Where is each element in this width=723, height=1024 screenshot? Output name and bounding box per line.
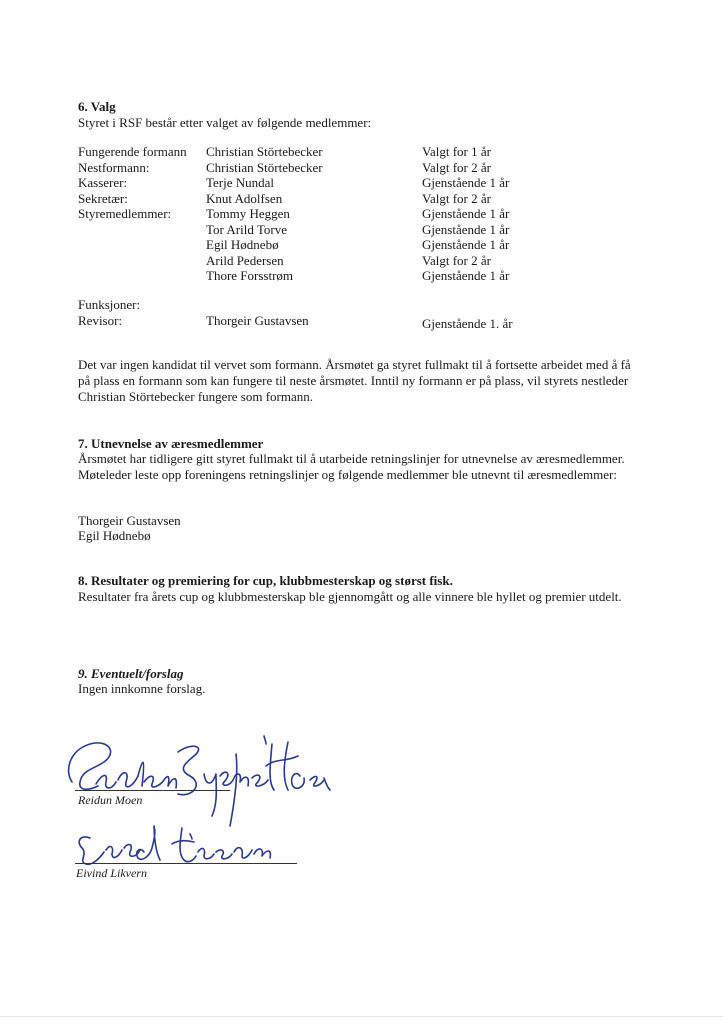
board-term: Gjenstående 1 år (422, 206, 510, 221)
board-row (78, 253, 598, 269)
board-term: Gjenstående 1 år (422, 268, 510, 283)
section-9-body: Ingen innkomne forslag. (78, 681, 206, 696)
board-name: Tommy Heggen (206, 206, 290, 221)
section-7-heading: 7. Utnevnelse av æresmedlemmer (78, 436, 264, 451)
signature-reidun-moen (60, 730, 330, 830)
board-role: Nestformann: (78, 160, 150, 175)
board-row (78, 191, 598, 207)
section-6-heading: 6. Valg (78, 99, 116, 114)
section-8-heading: 8. Resultater og premiering for cup, klubbmesterskap og størst fisk. (78, 573, 453, 588)
auditor-role: Revisor: (78, 313, 123, 328)
section-6-intro: Styret i RSF består etter valget av følgende medlemmer: (78, 115, 372, 130)
honorary-member: Thorgeir Gustavsen (78, 513, 181, 528)
section-8-body: Resultater fra årets cup og klubbmesterskap ble gjennomgått og alle vinnere ble hyllet og premier utdelt. (78, 589, 622, 604)
auditor-term: Gjenstående 1. år (422, 316, 513, 331)
board-term: Gjenstående 1 år (422, 237, 510, 252)
honorary-member: Egil Hødnebø (78, 528, 151, 543)
section-9-heading: 9. Eventuelt/forslag (78, 666, 184, 681)
board-role: Sekretær: (78, 191, 128, 206)
board-row (78, 175, 598, 191)
board-term: Gjenstående 1 år (422, 222, 510, 237)
board-name: Egil Hødnebø (206, 237, 279, 252)
board-row (78, 237, 598, 253)
board-name: Arild Pedersen (206, 253, 284, 268)
board-term: Valgt for 2 år (422, 160, 491, 175)
signer-name: Reidun Moen (78, 793, 143, 807)
board-role: Kasserer: (78, 175, 128, 190)
board-row (78, 206, 598, 222)
board-row (78, 160, 598, 176)
board-name: Tor Arild Torve (206, 222, 287, 237)
board-row (78, 268, 598, 284)
board-row (78, 144, 598, 160)
board-row (78, 222, 598, 238)
signer-name: Eivind Likvern (76, 866, 147, 880)
section-7-body: Årsmøtet har tidligere gitt styret fullmakt til å utarbeide retningslinjer for utnevnelse av æresmedlemmer. Møteleder leste opp foreningens retningslinjer og følgende medlemmer ble utnevnt til æresmedlemmer: (78, 451, 625, 482)
functions-label: Funksjoner: (78, 297, 141, 312)
board-name: Knut Adolfsen (206, 191, 283, 206)
section-6-note: Det var ingen kandidat til vervet som formann. Årsmøtet ga styret fullmakt til å fortsette arbeidet med å få på plass en formann som kan fungere til neste årsmøtet. Inntil ny formann er på plass, vil styrets nestleder Christian Störtebecker fungere som formann. (78, 357, 631, 404)
board-name: Christian Störtebecker (206, 160, 323, 175)
auditor-row (78, 313, 598, 329)
board-term: Valgt for 1 år (422, 144, 491, 159)
board-term: Valgt for 2 år (422, 191, 491, 206)
signature-line (75, 790, 230, 791)
board-name: Thore Forsstrøm (206, 268, 294, 283)
board-term: Valgt for 2 år (422, 253, 491, 268)
board-term: Gjenstående 1 år (422, 175, 510, 190)
signature-line (75, 863, 297, 864)
board-name: Christian Störtebecker (206, 144, 323, 159)
board-role: Fungerende formann (78, 144, 187, 159)
board-role: Styremedlemmer: (78, 206, 172, 221)
page-edge-rule (0, 1016, 723, 1017)
board-name: Terje Nundal (206, 175, 275, 190)
auditor-name: Thorgeir Gustavsen (206, 313, 309, 328)
